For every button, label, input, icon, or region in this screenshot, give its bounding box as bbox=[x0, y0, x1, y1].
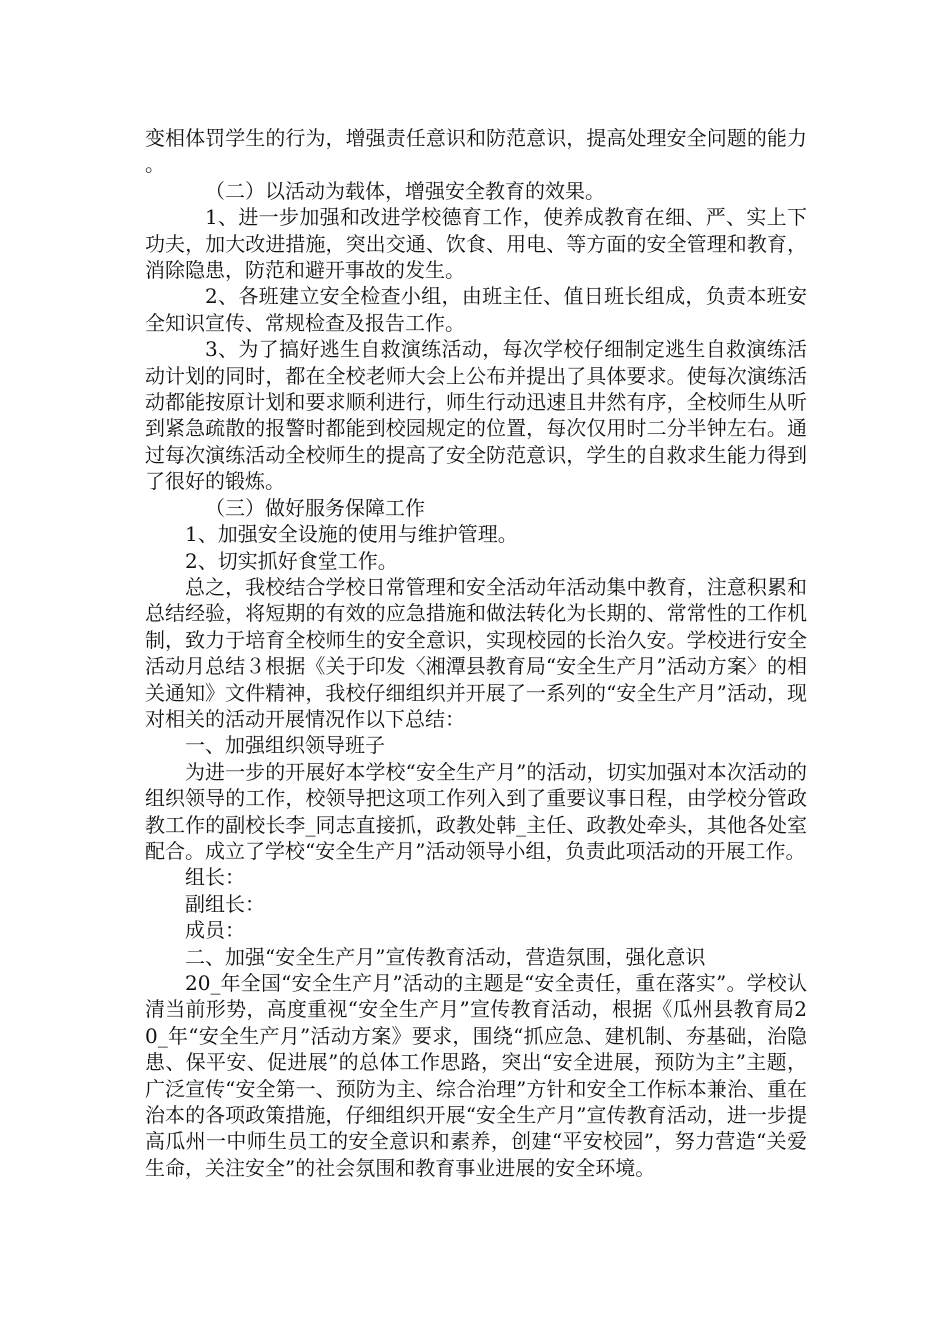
paragraph: 变相体罚学生的行为，增强责任意识和防范意识，提高处理安全问题的能力。 bbox=[145, 126, 807, 177]
paragraph: 1、进一步加强和改进学校德育工作，使养成教育在细、严、实上下功夫，加大改进措施，突出交通、饮食、用电、等方面的安全管理和教育，消除隐患，防范和避开事故的发生。 bbox=[145, 205, 807, 283]
list-item: 副组长： bbox=[185, 891, 265, 916]
paragraph: 20_年全国“安全生产月”活动的主题是“安全责任，重在落实”。学校认清当前形势，高度重视“安全生产月”宣传教育活动，根据《瓜州县教育局20_年“安全生产月”活动方案》要求，围绕“抓应急、建机制、夯基础，治隐患、保平安、促进展”的总体工作思路，突出“安全进展，预防为主”主题，广泛宣传“安全第一、预防为主、综合治理”方针和安全工作标本兼治、重在治本的各项政策措施，仔细组织开展“安全生产月”宣传教育活动，进一步提高瓜州一中师生员工的安全意识和素养，创建“平安校园”，努力营造“关爱生命，关注安全”的社会氛围和教育事业进展的安全环境。 bbox=[145, 971, 807, 1180]
section-heading: 一、加强组织领导班子 bbox=[185, 733, 385, 758]
paragraph: 2、切实抓好食堂工作。 bbox=[185, 548, 398, 573]
list-item: 组长： bbox=[185, 865, 245, 890]
section-heading: 二、加强“安全生产月”宣传教育活动，营造氛围，强化意识 bbox=[185, 944, 706, 969]
paragraph: 2、各班建立安全检查小组，由班主任、值日班长组成，负责本班安全知识宣传、常规检查及报告工作。 bbox=[145, 284, 807, 335]
section-heading: （二）以活动为载体，增强安全教育的效果。 bbox=[205, 178, 605, 203]
paragraph: 1、加强安全设施的使用与维护管理。 bbox=[185, 522, 518, 547]
paragraph: 总之，我校结合学校日常管理和安全活动年活动集中教育，注意积累和总结经验，将短期的有效的应急措施和做法转化为长期的、常常性的工作机制，致力于培育全校师生的安全意识，实现校园的长治久安。学校进行安全活动月总结３根据《关于印发〈湘潭县教育局“安全生产月”活动方案〉的相关通知》文件精神，我校仔细组织并开展了一系列的“安全生产月”活动，现对相关的活动开展情况作以下总结： bbox=[145, 574, 807, 731]
section-heading: （三）做好服务保障工作 bbox=[205, 495, 425, 520]
paragraph: 为进一步的开展好本学校“安全生产月”的活动，切实加强对本次活动的组织领导的工作，校领导把这项工作列入到了重要议事日程，由学校分管政教工作的副校长李_同志直接抓，政教处韩_主任、政教处牵头，其他各处室配合。成立了学校“安全生产月”活动领导小组，负责此项活动的开展工作。 bbox=[145, 759, 807, 863]
list-item: 成员： bbox=[185, 918, 245, 943]
paragraph: 3、为了搞好逃生自救演练活动，每次学校仔细制定逃生自救演练活动计划的同时，都在全校老师大会上公布并提出了具体要求。使每次演练活动都能按原计划和要求顺利进行，师生行动迅速且井然有序，全校师生从听到紧急疏散的报警时都能到校园规定的位置，每次仅用时二分半钟左右。通过每次演练活动全校师生的提高了安全防范意识，学生的自救求生能力得到了很好的锻炼。 bbox=[145, 337, 807, 494]
document-body bbox=[145, 125, 807, 1181]
